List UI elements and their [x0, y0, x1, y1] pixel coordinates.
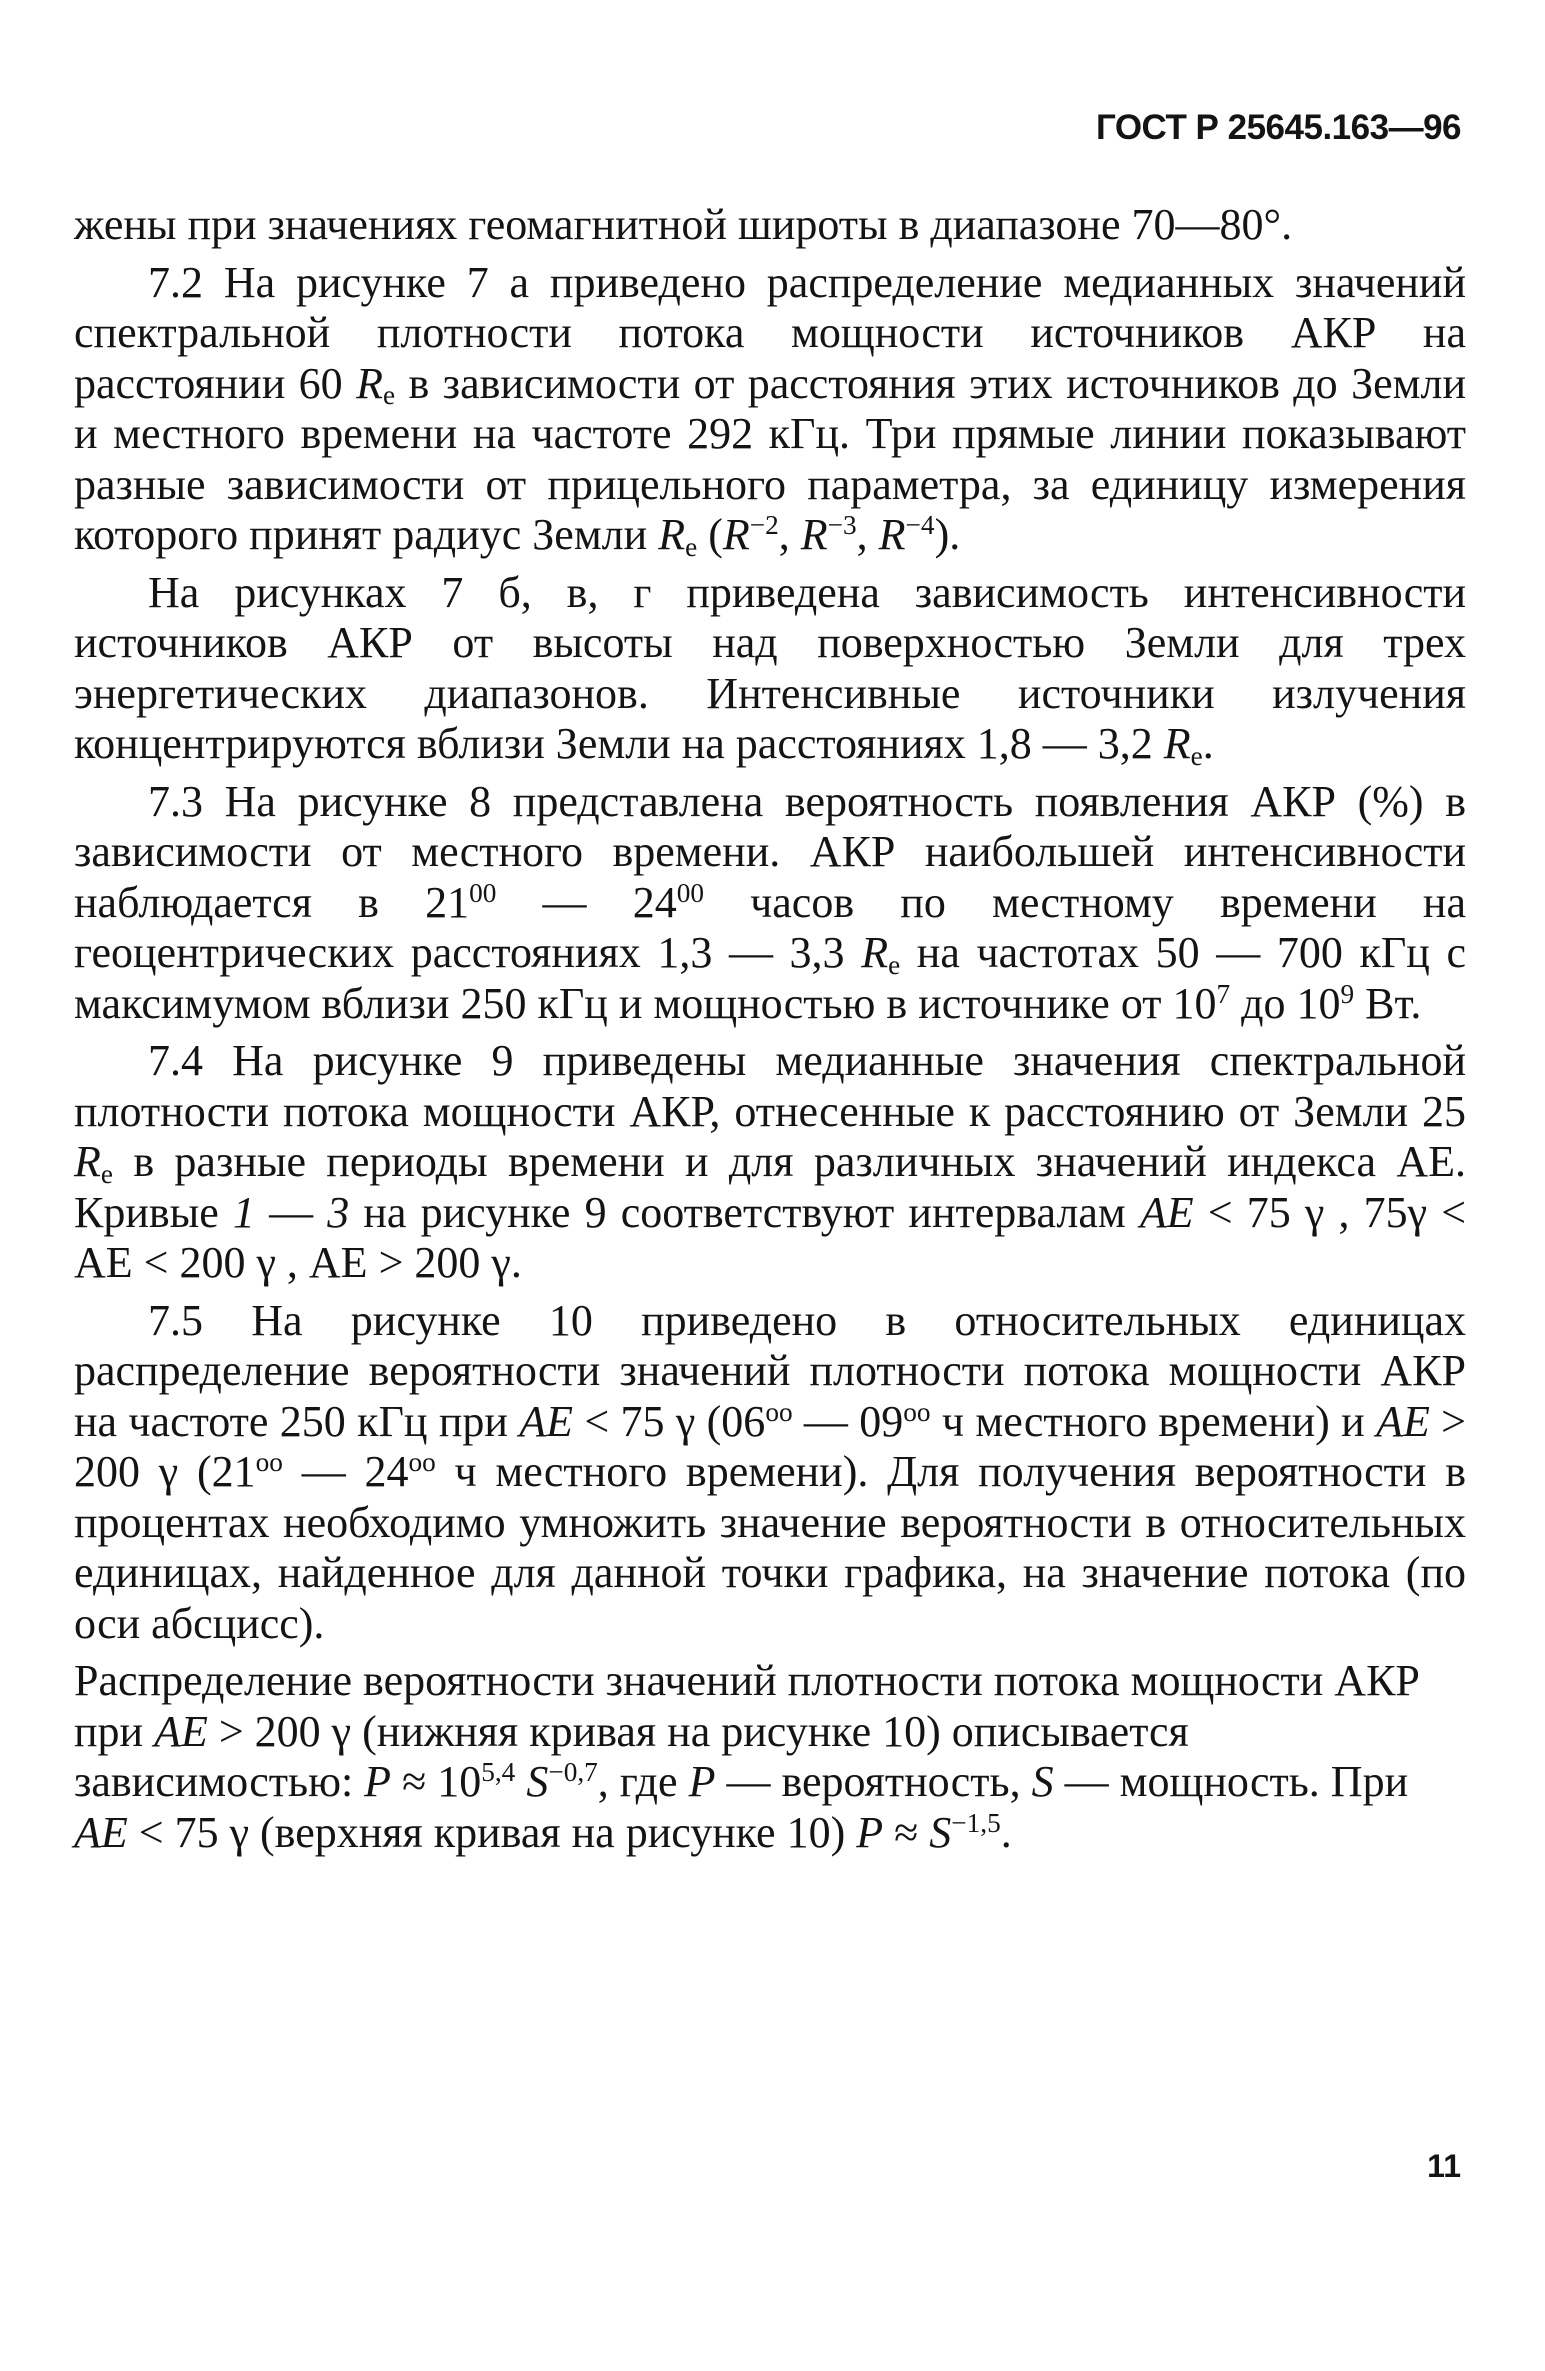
- power-symbol: S: [929, 1807, 952, 1857]
- text-run: < 75 γ , 75γ < AE < 200 γ , AE > 200 γ.: [74, 1187, 1467, 1287]
- earth-radius-symbol: R: [1163, 719, 1191, 768]
- superscript: оо: [765, 1396, 793, 1427]
- text-run: — мощность. При: [1053, 1757, 1409, 1806]
- text-run: ч местного времени) и: [930, 1396, 1377, 1446]
- superscript: −1,5: [951, 1807, 1001, 1838]
- curve-number: 3: [327, 1187, 350, 1237]
- superscript: −0,7: [548, 1757, 598, 1787]
- radius-variable: R: [800, 510, 828, 559]
- text-run: Распределение вероятности значений плотности потока мощности АКР при: [74, 1656, 1420, 1756]
- paragraph-7-5: [74, 1296, 1466, 1650]
- probability-symbol: P: [856, 1807, 884, 1857]
- text-run: > 200 γ (21: [74, 1396, 1467, 1496]
- text-run: 7.4 На рисунке 9 приведены медианные значения спектральной плотности потока мощности АКР, отнесенные к расстоянию от Земли 25: [74, 1036, 1466, 1136]
- text-run: .: [1000, 1807, 1012, 1857]
- text-run: < 75 γ (верхняя кривая на рисунке 10): [127, 1807, 857, 1857]
- paragraph-continuation: [74, 200, 1466, 251]
- radius-variable: R: [722, 510, 750, 559]
- text-run: в зависимости от расстояния этих источников до Земли и местного времени на частоте 292 кГц. Три прямые линии показывают разные зависимости от прицельного параметра, за единицу измерения которого принят радиус Земли: [74, 358, 1466, 559]
- superscript: −4: [905, 510, 935, 540]
- subscript: e: [1190, 740, 1203, 771]
- text-run: на частотах 50 — 700 кГц с максимумом вблизи 250 кГц и мощностью в источнике от 10: [74, 928, 1466, 1028]
- text-run: до 10: [1230, 978, 1341, 1028]
- text-run: ).: [934, 510, 961, 559]
- paragraph-7-3: [74, 777, 1466, 1030]
- earth-radius-symbol: R: [74, 1137, 101, 1186]
- paragraph-7-2-continued: [74, 568, 1466, 770]
- subscript: e: [888, 949, 901, 980]
- ae-index-symbol: AE: [519, 1396, 574, 1446]
- text-run: Вт.: [1354, 978, 1422, 1028]
- document-code-header: ГОСТ Р 25645.163—96: [1095, 108, 1461, 147]
- power-symbol: S: [1031, 1757, 1054, 1806]
- text-run: —: [254, 1187, 328, 1237]
- earth-radius-symbol: R: [861, 928, 889, 977]
- curve-number: 1: [232, 1187, 255, 1237]
- body-text: [74, 200, 1466, 1865]
- text-run: 7.5 На рисунке 10 приведено в относительных единицах распределение вероятности значений плотности потока мощности АКР на частоте 250 кГц при: [74, 1295, 1466, 1446]
- superscript: оо: [255, 1447, 283, 1477]
- ae-index-symbol: AE: [1376, 1396, 1430, 1446]
- text-run: — 09: [792, 1396, 904, 1446]
- text-run: 7.2 На рисунке 7 а приведено распределение медианных значений спектральной плотности потока мощности источников АКР на расстоянии 60: [74, 257, 1466, 408]
- text-run: — 24: [496, 877, 677, 927]
- text-run: ,: [778, 510, 801, 559]
- text-run: ч местного времени). Для получения вероятности в процентах необходимо умножить значение вероятности в относительных единицах, найденное для данной точки графика, на значение потока (по оси абсцисс).: [74, 1447, 1466, 1648]
- superscript: оо: [408, 1447, 436, 1477]
- text-run: жены при значениях геомагнитной широты в диапазоне 70—80°.: [74, 200, 1293, 249]
- text-run: ≈ 10: [391, 1757, 482, 1806]
- superscript: 00: [676, 877, 704, 908]
- ae-index-symbol: AE: [1139, 1187, 1194, 1237]
- subscript: e: [685, 531, 698, 562]
- superscript: 7: [1216, 978, 1231, 1009]
- text-run: 7.3 На рисунке 8 представлена вероятность появления АКР (%) в зависимости от местного времени. АКР наибольшей интенсивности наблюдается в 21: [74, 776, 1466, 927]
- text-run: > 200 γ (нижняя кривая на рисунке 10) описывается зависимостью:: [74, 1706, 1189, 1806]
- subscript: e: [100, 1158, 113, 1189]
- ae-index-symbol: AE: [74, 1807, 128, 1857]
- text-run: < 75 γ (06: [573, 1396, 766, 1446]
- subscript: e: [382, 380, 396, 411]
- probability-symbol: P: [364, 1757, 392, 1806]
- superscript: −2: [749, 510, 779, 540]
- text-run: — 24: [282, 1447, 409, 1496]
- superscript: 9: [1340, 978, 1355, 1009]
- power-symbol: S: [526, 1757, 549, 1806]
- earth-radius-symbol: R: [356, 358, 383, 408]
- superscript: оо: [903, 1396, 931, 1427]
- text-run: на рисунке 9 соответствуют интервалам: [349, 1187, 1140, 1237]
- text-run: ,: [856, 510, 879, 559]
- text-run: , где: [597, 1757, 689, 1806]
- text-run: часов по местному времени на геоцентрических расстояниях 1,3 — 3,3: [74, 877, 1466, 977]
- text-run: — вероятность,: [715, 1757, 1032, 1806]
- text-run: ≈: [883, 1807, 930, 1857]
- paragraph-7-2: [74, 258, 1466, 561]
- text-run: (: [697, 510, 723, 559]
- earth-radius-symbol: R: [658, 510, 686, 559]
- superscript: 00: [469, 877, 497, 908]
- page-number: 11: [1427, 2148, 1461, 2184]
- text-run: в разные периоды времени и для различных значений индекса AE. Кривые: [74, 1137, 1466, 1237]
- text-run: [515, 1757, 526, 1806]
- text-run: .: [1202, 719, 1214, 768]
- paragraph-distribution-formula: [74, 1656, 1466, 1858]
- text-run: На рисунках 7 б, в, г приведена зависимость интенсивности источников АКР от высоты над поверхностью Земли для трех энергетических диапазонов. Интенсивные источники излучения концентрируются вблизи Земли на расстояниях 1,8 — 3,2: [74, 567, 1466, 768]
- paragraph-7-4: [74, 1036, 1466, 1289]
- superscript: 5,4: [481, 1757, 516, 1787]
- superscript: −3: [827, 510, 857, 540]
- ae-index-symbol: AE: [154, 1706, 208, 1756]
- radius-variable: R: [878, 510, 906, 559]
- probability-symbol: P: [688, 1757, 716, 1806]
